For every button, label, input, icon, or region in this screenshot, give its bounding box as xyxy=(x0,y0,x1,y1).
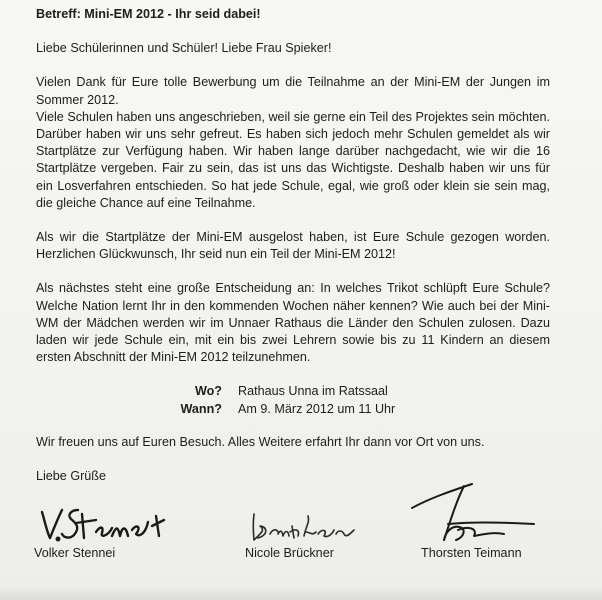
signatory-name-stennei: Volker Stennei xyxy=(34,546,116,560)
paragraph-lottery: Viele Schulen haben uns angeschrieben, weil sie gerne ein Teil des Projektes sein möchten. Darüber haben wir uns sehr gefreut. Es haben sich jedoch mehr Schulen gemeldet als wir Startplätze zur Verfügung haben. Wir haben lange darüber nachgedacht, wie wir die 16 Startplätze vergeben. Fair zu sein, das ist uns das Wichtigste. Deshalb haben wir uns für ein Losverfahren entschieden. So hat jede Schule, egal, wie groß oder klein sie sein mag, die gleiche Chance auf eine Teilnahme. xyxy=(36,109,550,210)
letter-body xyxy=(36,6,550,485)
letter-salutation: Liebe Schülerinnen und Schüler! Liebe Frau Spieker! xyxy=(36,41,332,56)
closing-greeting: Liebe Grüße xyxy=(36,469,107,484)
paragraph-closing: Wir freuen uns auf Euren Besuch. Alles Weitere erfahrt Ihr dann vor Ort von uns. xyxy=(36,434,485,449)
paragraph-next-steps: Als nächstes steht eine große Entscheidung an: In welches Trikot schlüpft Eure Schule? Welche Nation lernt Ihr in den kommenden Wochen näher kennen? Wie auch bei der Mini-WM der Mädchen werden wir im Unnaer Rathaus die Länder den Schulen zulosen. Dazu laden wir jede Schule ein, mit ein bis zwei Lehrern sowie bis zu 11 Kindern an diesem ersten Abschnitt der Mini-EM 2012 teilzunehmen. xyxy=(36,281,550,365)
signature-stennei xyxy=(38,498,168,548)
letter-subject: Betreff: Mini-EM 2012 - Ihr seid dabei! xyxy=(36,7,261,21)
when-value: Am 9. März 2012 um 11 Uhr xyxy=(238,401,396,416)
paragraph-drawn: Als wir die Startplätze der Mini-EM ausgelost haben, ist Eure Schule gezogen worden. Herzlichen Glückwunsch, Ihr seid nun ein Teil der Mini-EM 2012! xyxy=(36,230,550,262)
signature-teimann xyxy=(408,478,538,550)
paper-edge-shadow xyxy=(0,586,602,600)
paragraph-thanks: Vielen Dank für Eure tolle Bewerbung um die Teilnahme an der Mini-EM der Jungen im Sommer 2012. xyxy=(36,75,550,107)
where-label: Wo? xyxy=(194,384,222,399)
signatory-name-brueckner: Nicole Brückner xyxy=(245,546,334,560)
when-label: Wann? xyxy=(180,401,222,416)
where-value: Rathaus Unna im Ratssaal xyxy=(238,384,388,399)
event-details xyxy=(36,383,550,417)
signatory-name-teimann: Thorsten Teimann xyxy=(421,546,522,560)
signature-brueckner xyxy=(248,508,360,548)
